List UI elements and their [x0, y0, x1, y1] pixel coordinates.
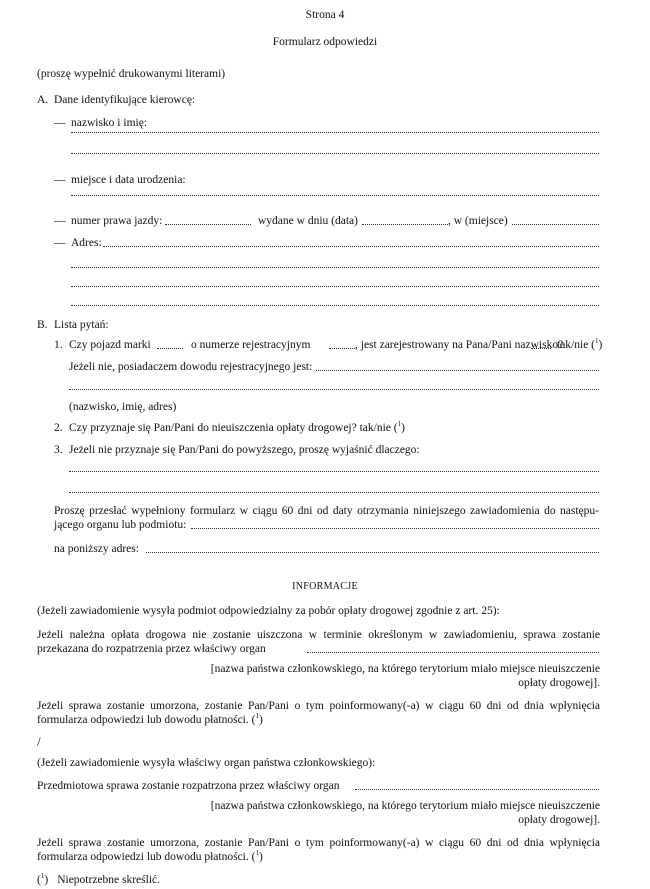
competent-authority-field-1[interactable] — [307, 651, 599, 653]
address-line-2[interactable] — [71, 266, 599, 268]
info-paragraph-4: (Jeżeli zawiadomienie wysyła właściwy organ państwa członkowskiego): — [37, 757, 376, 769]
info-paragraph-6-line-2 — [37, 850, 263, 864]
bracket-note-1-line-1: [nazwa państwa członkowskiego, na którego terytorium miało miejsce nieuiszczenie — [210, 663, 600, 675]
question-1-number: 1. — [54, 339, 63, 351]
address-line-4[interactable] — [71, 304, 599, 306]
issued-date-field[interactable] — [362, 223, 448, 225]
footnote-ref-q1-close: ) — [598, 339, 603, 351]
info-heading: INFORMACJE — [292, 581, 358, 592]
holder-line-1[interactable] — [316, 369, 599, 371]
question-1-part-b: o numerze rejestracyjnym — [191, 339, 311, 351]
info-paragraph-2-line-2: przekazana do rozpatrzenia przez właściwy organ — [37, 643, 266, 655]
dash-birth: — — [54, 174, 66, 186]
page-number: Strona 4 — [305, 9, 345, 21]
name-line-2[interactable] — [71, 152, 599, 154]
info-paragraph-3-text: formularza odpowiedzi lub dowodu płatności. ( — [37, 714, 256, 726]
dash-name: — — [54, 117, 66, 129]
place-label: , w (miejsce) — [448, 215, 508, 227]
question-1-part-c: , jest zarejestrowany na Pana/Pani nazwisko? — [355, 339, 564, 351]
info-paragraph-3-line-2 — [37, 713, 263, 727]
return-instruction-line-1: Proszę przesłać wypełniony formularz w ciągu 60 dni od daty otrzymania niniejszego zawiadomienia do następu- — [54, 505, 599, 517]
question-3-number: 3. — [54, 444, 63, 456]
info-paragraph-1: (Jeżeli zawiadomienie wysyła podmiot odpowiedzialny za pobór opłaty drogowej zgodnie z art. 25): — [37, 605, 500, 617]
info-paragraph-6-text: formularza odpowiedzi lub dowodu płatności. ( — [37, 851, 256, 863]
issued-label: wydane w dniu (data) — [258, 215, 358, 227]
footnote-ref-p6: 1 — [255, 849, 259, 858]
address-label: Adres: — [71, 237, 102, 249]
section-a-title: Dane identyfikujące kierowcę: — [54, 94, 196, 106]
question-2-number: 2. — [54, 422, 63, 434]
footnote-number: 1 — [40, 872, 45, 881]
question-2[interactable] — [69, 421, 405, 435]
instruction-text: (proszę wypełnić drukowanymi literami) — [37, 68, 226, 80]
dash-license: — — [54, 215, 66, 227]
info-paragraph-2-line-1: Jeżeli należna opłata drogowa nie zostanie uiszczona w terminie określonym w zawiadomieniu, sprawa zostanie — [37, 629, 600, 641]
footnote-ref-q1: 1 — [595, 337, 599, 346]
bracket-note-1-line-2: opłaty drogowej]. — [518, 677, 600, 689]
birth-label: miejsce i data urodzenia: — [71, 174, 186, 186]
birth-line[interactable] — [71, 194, 599, 196]
bracket-note-2-line-2: opłaty drogowej]. — [518, 814, 600, 826]
holder-hint: (nazwisko, imię, adres) — [69, 401, 177, 413]
question-1-yes-no-label: tak/nie ( — [557, 339, 595, 351]
footnote-ref-q2-close: ) — [401, 422, 405, 434]
license-number-field[interactable] — [165, 223, 251, 225]
footnote-ref-p3-close: ) — [258, 714, 263, 726]
vehicle-make-field[interactable] — [157, 347, 183, 349]
footnote-ref-p6-close: ) — [258, 851, 263, 863]
question-3-text: Jeżeli nie przyznaje się Pan/Pani do powyższego, proszę wyjaśnić dlaczego: — [69, 444, 420, 456]
section-a-marker: A. — [37, 94, 49, 106]
footnote-text: Niepotrzebne skreślić. — [57, 874, 161, 886]
question-2-text: Czy przyznaje się Pan/Pani do nieuiszczenia opłaty drogowej? tak/nie ( — [69, 422, 398, 434]
footnote: ($^1$) Niepotrzebne skreślić. — [37, 872, 161, 886]
issued-place-field[interactable] — [512, 223, 599, 225]
authority-field[interactable] — [191, 527, 599, 529]
name-line-1[interactable] — [71, 131, 599, 133]
dash-address: — — [54, 237, 66, 249]
explanation-line-1[interactable] — [69, 470, 599, 472]
address-line-1[interactable] — [103, 245, 599, 247]
address-line-3[interactable] — [71, 285, 599, 287]
registration-number-field[interactable] — [329, 347, 355, 349]
bracket-note-2-line-1: [nazwa państwa członkowskiego, na którego terytorium miało miejsce nieuiszczenie — [210, 800, 600, 812]
info-paragraph-6-line-1: Jeżeli sprawa zostanie umorzona, zostanie Pan/Pani o tym poinformowany(-a) w ciągu 60 dni od dnia wpłynięcia — [37, 837, 600, 849]
address-below-label: na poniższy adres: — [54, 543, 139, 555]
return-address-field[interactable] — [146, 551, 599, 553]
section-b-marker: B. — [37, 319, 48, 331]
question-1-if-no: Jeżeli nie, posiadaczem dowodu rejestracyjnego jest: — [69, 361, 313, 373]
alternative-slash: / — [37, 734, 41, 749]
footnote-number-close: ) — [44, 874, 49, 886]
question-1-answer-field[interactable] — [531, 347, 551, 349]
holder-line-2[interactable] — [69, 388, 599, 390]
license-label: numer prawa jazdy: — [71, 215, 163, 227]
explanation-line-2[interactable] — [69, 491, 599, 493]
question-1-yes-no[interactable] — [557, 338, 602, 352]
name-label: nazwisko i imię: — [71, 117, 148, 129]
form-title: Formularz odpowiedzi — [272, 36, 378, 48]
return-instruction-line-2: jącego organu lub podmiotu: — [54, 519, 187, 531]
competent-authority-field-2[interactable] — [355, 788, 599, 790]
info-paragraph-3-line-1: Jeżeli sprawa zostanie umorzona, zostanie Pan/Pani o tym poinformowany(-a) w ciągu 60 dni od dnia wpłynięcia — [37, 700, 600, 712]
question-1-part-a: Czy pojazd marki — [69, 339, 151, 351]
footnote-ref-q2: 1 — [397, 420, 402, 429]
section-b-title: Lista pytań: — [54, 319, 109, 331]
footnote-ref-p3: 1 — [255, 712, 259, 721]
info-paragraph-5: Przedmiotowa sprawa zostanie rozpatrzona przez właściwy organ — [37, 780, 340, 792]
